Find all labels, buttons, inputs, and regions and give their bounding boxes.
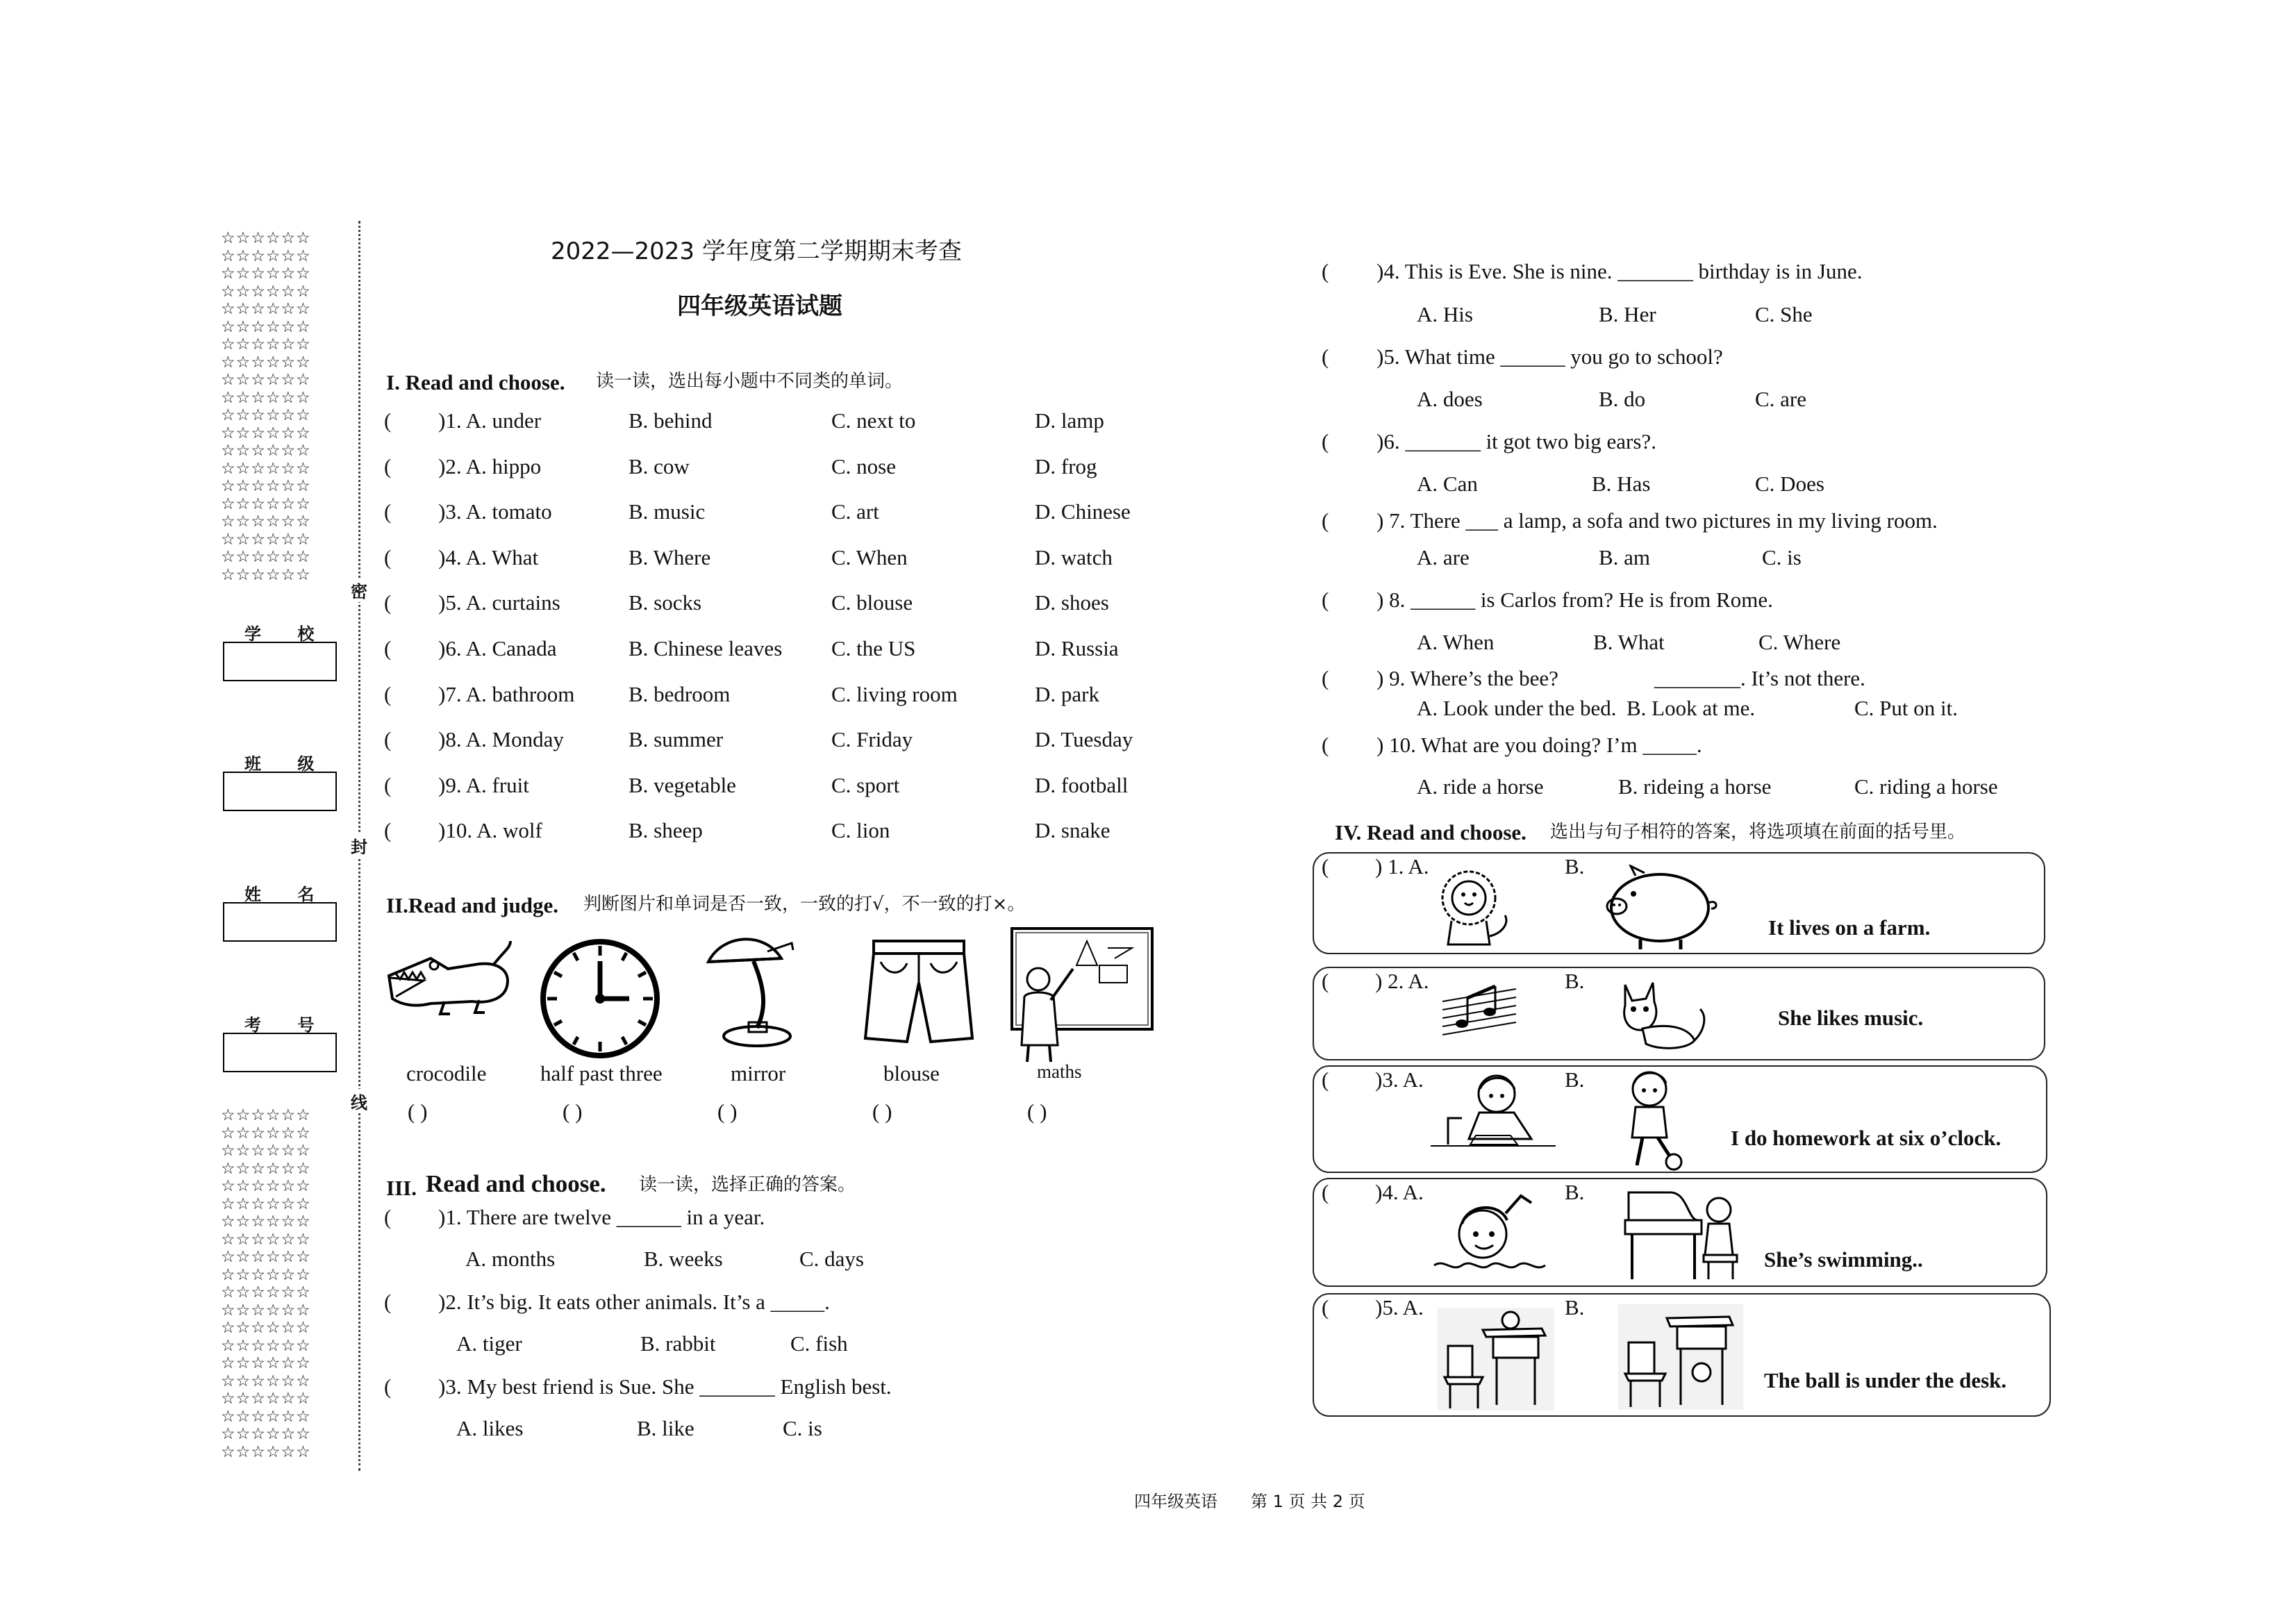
- option-c: C. is: [1762, 545, 1802, 569]
- option-b: B. rabbit: [640, 1331, 716, 1356]
- answer-paren[interactable]: (: [1322, 429, 1329, 453]
- section-3-heading: Read and choose.: [426, 1170, 606, 1197]
- question-option-d: D. Chinese: [1035, 499, 1131, 524]
- option-c: C. Put on it.: [1854, 696, 1958, 720]
- option-b: B. Look at me.: [1627, 696, 1756, 720]
- desk-ball-under-icon: [1618, 1304, 1743, 1410]
- boy-football-icon: [1615, 1068, 1695, 1172]
- star-border-top: ☆☆☆☆☆☆ ☆☆☆☆☆☆ ☆☆☆☆☆☆ ☆☆☆☆☆☆ ☆☆☆☆☆☆ ☆☆☆☆☆☆ ☆☆☆☆☆☆ ☆☆☆☆☆☆ ☆☆☆☆☆☆ ☆☆☆☆☆☆ ☆☆☆☆☆☆ ☆☆☆☆☆☆ ☆☆☆☆☆☆ ☆☆☆☆☆☆ ☆☆☆☆☆☆ ☆☆☆☆☆☆ ☆☆☆☆☆☆ ☆☆☆☆☆☆ ☆☆☆☆☆☆ ☆☆☆☆☆☆: [221, 229, 311, 583]
- option-b-label: B.: [1565, 1180, 1585, 1204]
- question-option-d: D. Russia: [1035, 636, 1119, 660]
- music-notes-icon: [1441, 981, 1517, 1040]
- option-a: A. are: [1417, 545, 1470, 569]
- section-4-heading: IV. Read and choose.: [1335, 820, 1526, 844]
- class-field[interactable]: [223, 772, 337, 811]
- option-b: B. Has: [1592, 472, 1651, 496]
- question-number: ) 1. A.: [1375, 854, 1429, 879]
- answer-paren[interactable]: (: [384, 499, 392, 524]
- question-stem: ) 9. Where’s the bee?: [1376, 666, 1558, 690]
- crocodile-icon: [382, 938, 514, 1021]
- question-option-a: )4. A. What: [438, 545, 539, 569]
- answer-paren[interactable]: (: [384, 590, 392, 615]
- answer-paren[interactable]: (: [1322, 1295, 1329, 1320]
- question-option-a: )9. A. fruit: [438, 773, 529, 797]
- option-b: B. weeks: [644, 1247, 723, 1271]
- option-a: A. does: [1417, 387, 1483, 411]
- question-option-d: D. lamp: [1035, 408, 1104, 433]
- option-b: B. Her: [1599, 302, 1656, 326]
- answer-paren[interactable]: (: [384, 636, 392, 660]
- question-option-a: )5. A. curtains: [438, 590, 560, 615]
- question-stem: ) 7. There ___ a lamp, a sofa and two pictures in my living room.: [1376, 508, 1938, 533]
- judge-word: half past three: [540, 1061, 663, 1085]
- question-option-c: C. blouse: [831, 590, 913, 615]
- answer-paren[interactable]: (: [1322, 969, 1329, 993]
- answer-paren[interactable]: (: [384, 727, 392, 751]
- question-option-b: B. Chinese leaves: [629, 636, 783, 660]
- judge-answer-paren[interactable]: ( ): [1027, 1099, 1047, 1124]
- answer-paren[interactable]: (: [1322, 1180, 1329, 1204]
- star-border-bottom: ☆☆☆☆☆☆ ☆☆☆☆☆☆ ☆☆☆☆☆☆ ☆☆☆☆☆☆ ☆☆☆☆☆☆ ☆☆☆☆☆☆ ☆☆☆☆☆☆ ☆☆☆☆☆☆ ☆☆☆☆☆☆ ☆☆☆☆☆☆ ☆☆☆☆☆☆ ☆☆☆☆☆☆ ☆☆☆☆☆☆ ☆☆☆☆☆☆ ☆☆☆☆☆☆ ☆☆☆☆☆☆ ☆☆☆☆☆☆ ☆☆☆☆☆☆ ☆☆☆☆☆☆ ☆☆☆☆☆☆: [221, 1106, 311, 1460]
- question-option-b: B. Where: [629, 545, 711, 569]
- seal-xian: 线: [351, 1089, 367, 1113]
- question-option-b: B. music: [629, 499, 706, 524]
- cat-icon: [1611, 974, 1708, 1054]
- lion-icon: [1427, 867, 1517, 949]
- question-option-d: D. football: [1035, 773, 1129, 797]
- option-b-label: B.: [1565, 854, 1585, 879]
- desk-ball-on-icon: [1438, 1308, 1554, 1410]
- answer-paren[interactable]: (: [1322, 666, 1329, 690]
- question-sentence: She’s swimming..: [1764, 1247, 1923, 1272]
- number-label: 考 号: [244, 1015, 330, 1035]
- judge-word: maths: [1037, 1061, 1082, 1082]
- exam-number-field[interactable]: [223, 1033, 337, 1072]
- section-2-instruction: 判断图片和单词是否一致，一致的打√，不一致的打×。: [583, 894, 1026, 915]
- question-option-c: C. lion: [831, 818, 890, 842]
- answer-paren[interactable]: (: [1322, 344, 1329, 369]
- question-option-c: C. When: [831, 545, 908, 569]
- lamp-icon: [701, 931, 806, 1056]
- answer-paren[interactable]: (: [384, 1290, 392, 1314]
- question-option-a: )6. A. Canada: [438, 636, 557, 660]
- seal-feng: 封: [351, 833, 367, 858]
- option-b: B. am: [1599, 545, 1651, 569]
- pig-icon: [1597, 865, 1722, 951]
- question-option-d: D. snake: [1035, 818, 1110, 842]
- judge-answer-paren[interactable]: ( ): [563, 1099, 583, 1124]
- question-number: )3. A.: [1375, 1067, 1424, 1092]
- question-option-d: D. shoes: [1035, 590, 1109, 615]
- question-option-c: C. nose: [831, 454, 896, 478]
- question-option-c: C. the US: [831, 636, 916, 660]
- judge-word: crocodile: [406, 1061, 487, 1085]
- judge-word: mirror: [731, 1061, 786, 1085]
- question-option-a: )2. A. hippo: [438, 454, 542, 478]
- question-number: ) 2. A.: [1375, 969, 1429, 993]
- question-stem: )5. What time ______ you go to school?: [1376, 344, 1723, 369]
- option-b: B. What: [1593, 630, 1665, 654]
- question-option-c: C. art: [831, 499, 879, 524]
- question-number: )5. A.: [1375, 1295, 1424, 1320]
- section-3-roman: III.: [386, 1176, 417, 1200]
- question-stem: )6. _______ it got two big ears?.: [1376, 429, 1656, 453]
- shorts-icon: [860, 934, 978, 1049]
- class-label: 班 级: [244, 754, 330, 774]
- option-b-label: B.: [1565, 1067, 1585, 1092]
- section-4-instruction: 选出与句子相符的答案，将选项填在前面的括号里。: [1550, 822, 1966, 842]
- teacher-board-icon: [1010, 927, 1154, 1063]
- answer-paren[interactable]: (: [1322, 259, 1329, 283]
- answer-paren[interactable]: (: [1322, 1067, 1329, 1092]
- question-number: )4. A.: [1375, 1180, 1424, 1204]
- answer-paren[interactable]: (: [384, 1374, 392, 1399]
- question-stem: )1. There are twelve ______ in a year.: [438, 1205, 765, 1229]
- judge-answer-paren[interactable]: ( ): [717, 1099, 738, 1124]
- question-option-a: )10. A. wolf: [438, 818, 542, 842]
- school-field[interactable]: [223, 642, 337, 681]
- question-stem: )3. My best friend is Sue. She _______ English best.: [438, 1374, 892, 1399]
- option-c: C. days: [799, 1247, 864, 1271]
- question-stem: ) 8. ______ is Carlos from? He is from Rome.: [1376, 588, 1773, 612]
- question-option-b: B. sheep: [629, 818, 703, 842]
- question-stem: ) 10. What are you doing? I’m _____.: [1376, 733, 1702, 757]
- option-b: B. do: [1599, 387, 1646, 411]
- question-option-b: B. behind: [629, 408, 713, 433]
- question-9-blank: ________. It’s not there.: [1654, 666, 1865, 690]
- answer-paren[interactable]: (: [1322, 733, 1329, 757]
- boy-homework-icon: [1427, 1069, 1559, 1160]
- question-option-d: D. Tuesday: [1035, 727, 1133, 751]
- option-c: C. is: [783, 1416, 822, 1440]
- option-a: A. Look under the bed.: [1417, 696, 1617, 720]
- question-option-a: )8. A. Monday: [438, 727, 564, 751]
- question-stem: )4. This is Eve. She is nine. _______ birthday is in June.: [1376, 259, 1863, 283]
- option-a: A. likes: [456, 1416, 524, 1440]
- clock-icon: [539, 938, 661, 1060]
- option-a: A. Can: [1417, 472, 1478, 496]
- option-c: C. Where: [1758, 630, 1841, 654]
- question-option-a: )3. A. tomato: [438, 499, 552, 524]
- section-2-heading: II.Read and judge.: [386, 893, 559, 917]
- question-sentence: I do homework at six o’clock.: [1731, 1126, 2002, 1150]
- answer-paren[interactable]: (: [384, 408, 392, 433]
- judge-answer-paren[interactable]: ( ): [408, 1099, 428, 1124]
- option-a: A. His: [1417, 302, 1473, 326]
- school-label: 学 校: [244, 624, 330, 644]
- exam-title: 2022—2023 学年度第二学期期末考查: [551, 238, 962, 265]
- exam-subtitle: 四年级英语试题: [677, 292, 842, 320]
- option-b: B. like: [637, 1416, 694, 1440]
- page-footer: 四年级英语 第 1 页 共 2 页: [1134, 1492, 1365, 1511]
- answer-paren[interactable]: (: [384, 773, 392, 797]
- option-a: A. When: [1417, 630, 1495, 654]
- section-1-instruction: 读一读，选出每小题中不同类的单词。: [596, 371, 904, 392]
- question-option-d: D. park: [1035, 682, 1099, 706]
- answer-paren[interactable]: (: [384, 545, 392, 569]
- seal-mi: 密: [351, 578, 367, 602]
- girl-swimming-icon: [1431, 1185, 1549, 1279]
- question-option-c: C. Friday: [831, 727, 913, 751]
- question-option-d: D. watch: [1035, 545, 1113, 569]
- girl-piano-icon: [1622, 1185, 1743, 1283]
- option-a: A. tiger: [456, 1331, 522, 1356]
- option-c: C. fish: [790, 1331, 848, 1356]
- answer-paren[interactable]: (: [1322, 588, 1329, 612]
- question-option-b: B. cow: [629, 454, 690, 478]
- answer-paren[interactable]: (: [384, 818, 392, 842]
- question-sentence: The ball is under the desk.: [1764, 1368, 2007, 1392]
- question-option-a: )1. A. under: [438, 408, 542, 433]
- answer-paren[interactable]: (: [1322, 508, 1329, 533]
- question-stem: )2. It’s big. It eats other animals. It’s a _____.: [438, 1290, 830, 1314]
- option-b-label: B.: [1565, 1295, 1585, 1320]
- question-option-c: C. next to: [831, 408, 916, 433]
- question-option-b: B. bedroom: [629, 682, 731, 706]
- option-a: A. months: [465, 1247, 556, 1271]
- section-1-heading: I. Read and choose.: [386, 370, 565, 394]
- answer-paren[interactable]: (: [384, 1205, 392, 1229]
- option-c: C. Does: [1755, 472, 1824, 496]
- question-sentence: She likes music.: [1778, 1006, 1924, 1030]
- judge-word: blouse: [883, 1061, 940, 1085]
- option-c: C. She: [1755, 302, 1813, 326]
- option-c: C. riding a horse: [1854, 774, 1998, 799]
- question-option-a: )7. A. bathroom: [438, 682, 575, 706]
- name-label: 姓 名: [244, 885, 330, 904]
- option-b-label: B.: [1565, 969, 1585, 993]
- question-option-c: C. sport: [831, 773, 900, 797]
- option-b: B. rideing a horse: [1618, 774, 1772, 799]
- question-option-b: B. socks: [629, 590, 702, 615]
- question-sentence: It lives on a farm.: [1768, 915, 1931, 940]
- question-option-b: B. summer: [629, 727, 724, 751]
- section-3-instruction: 读一读，选择正确的答案。: [639, 1174, 856, 1195]
- answer-paren[interactable]: (: [1322, 854, 1329, 879]
- name-field[interactable]: [223, 902, 337, 942]
- option-a: A. ride a horse: [1417, 774, 1544, 799]
- option-c: C. are: [1755, 387, 1807, 411]
- judge-answer-paren[interactable]: ( ): [872, 1099, 892, 1124]
- answer-paren[interactable]: (: [384, 682, 392, 706]
- question-option-c: C. living room: [831, 682, 958, 706]
- question-option-d: D. frog: [1035, 454, 1097, 478]
- question-option-b: B. vegetable: [629, 773, 736, 797]
- answer-paren[interactable]: (: [384, 454, 392, 478]
